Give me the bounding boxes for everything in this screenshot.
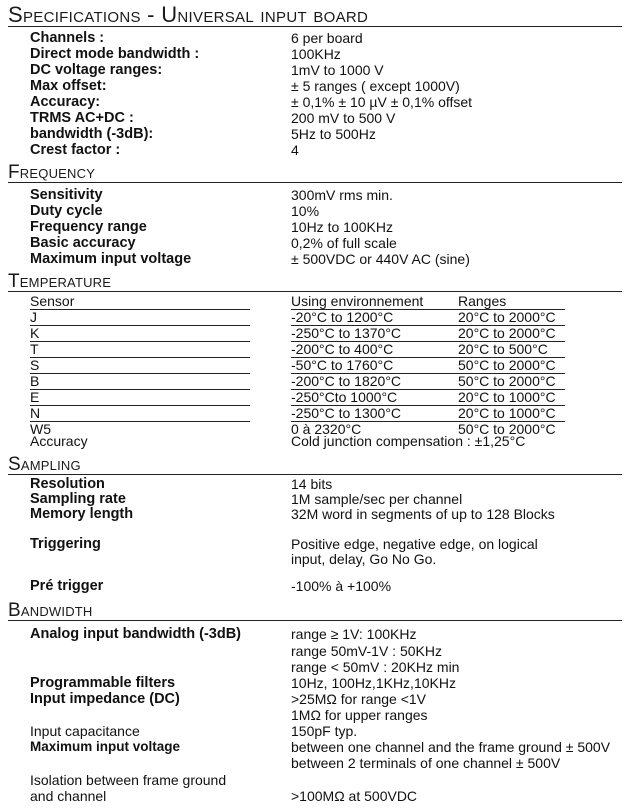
spec-row: [30, 78, 626, 94]
spec-row: [30, 626, 626, 642]
ranges-cell: 20°C to 1000°C: [458, 405, 556, 421]
spec-row: [30, 251, 626, 267]
spec-label: Accuracy:: [30, 94, 101, 110]
spec-row: [30, 219, 626, 235]
table-row: [30, 357, 626, 373]
spec-value: 32M word in segments of up to 128 Blocks: [291, 506, 555, 522]
spec-label: Channels :: [30, 30, 105, 46]
section-title-sampling: Sampling: [8, 455, 622, 475]
table-row: [30, 405, 626, 421]
spec-value: 150pF typ.: [291, 723, 358, 739]
spec-row: [30, 788, 626, 804]
using-cell: 0 à 2320°C: [291, 421, 362, 437]
spec-value: -100% à +100%: [291, 578, 392, 594]
ranges-cell: 20°C to 500°C: [458, 341, 548, 357]
using-cell: -250°Cto 1000°C: [291, 389, 398, 405]
spec-value: >100MΩ at 500VDC: [291, 788, 418, 804]
spec-row: [30, 94, 626, 110]
spec-row: [30, 476, 626, 492]
spec-value: 0,2% of full scale: [291, 235, 397, 251]
spec-row: [30, 235, 626, 251]
spec-row: [30, 772, 626, 788]
spec-label: Pré trigger: [30, 578, 104, 594]
spec-label: Input capacitance: [30, 723, 140, 739]
using-cell: -20°C to 1200°C: [291, 309, 394, 325]
ranges-cell: 20°C to 1000°C: [458, 389, 556, 405]
section-title-temperature: Temperature: [8, 272, 622, 292]
spec-label: Accuracy: [30, 433, 88, 449]
spec-value: 100KHz: [291, 46, 341, 62]
using-cell: -200°C to 400°C: [291, 341, 394, 357]
sensor-cell: N: [30, 405, 41, 421]
spec-row: [30, 126, 626, 142]
spec-value: 1mV to 1000 V: [291, 62, 384, 78]
spec-label: Crest factor :: [30, 142, 121, 158]
spec-value: 5Hz to 500Hz: [291, 126, 376, 142]
spec-label: Analog input bandwidth (-3dB): [30, 626, 242, 642]
spec-row: [30, 643, 626, 659]
spec-value: 10%: [291, 203, 320, 219]
sensor-cell: T: [30, 341, 39, 357]
spec-value: 10Hz to 100KHz: [291, 219, 393, 235]
sensor-cell: K: [30, 325, 40, 341]
spec-row: [30, 659, 626, 675]
using-cell: -250°C to 1300°C: [291, 405, 402, 421]
spec-label: Maximum input voltage: [30, 251, 192, 267]
using-cell: -200°C to 1820°C: [291, 373, 402, 389]
spec-value: 300mV rms min.: [291, 187, 393, 203]
table-row: [30, 373, 626, 389]
spec-label: and channel: [30, 788, 107, 804]
spec-row: [30, 62, 626, 78]
spec-row: [30, 691, 626, 707]
spec-label: bandwidth (-3dB):: [30, 126, 154, 142]
spec-row: [30, 551, 626, 567]
spec-value: input, delay, Go No Go.: [291, 551, 437, 567]
spec-row: [30, 433, 626, 449]
spec-value: range < 50mV : 20KHz min: [291, 659, 460, 675]
using-cell: -250°C to 1370°C: [291, 325, 402, 341]
spec-row: [30, 203, 626, 219]
spec-label: Programmable filters: [30, 675, 176, 691]
spec-value: range ≥ 1V: 100KHz: [291, 626, 417, 642]
table-row: [30, 341, 626, 357]
spec-row: [30, 675, 626, 691]
ranges-cell: 50°C to 2000°C: [458, 421, 556, 437]
spec-value: 1MΩ for upper ranges: [291, 707, 428, 723]
sensor-cell: W5: [30, 421, 51, 437]
spec-row: [30, 723, 626, 739]
spec-value: ± 500VDC or 440V AC (sine): [291, 251, 470, 267]
ranges-cell: 20°C to 2000°C: [458, 325, 556, 341]
spec-value: 10Hz, 100Hz,1KHz,10KHz: [291, 675, 456, 691]
spec-label: Duty cycle: [30, 203, 103, 219]
spec-row: [30, 536, 626, 552]
spec-row: [30, 707, 626, 723]
spec-label: Sensitivity: [30, 187, 103, 203]
spec-row: [30, 491, 626, 507]
ranges-cell: 20°C to 2000°C: [458, 309, 556, 325]
spec-label: Sampling rate: [30, 491, 126, 507]
temperature-header: [30, 293, 626, 309]
column-header-using: Using environnement: [291, 293, 424, 309]
sensor-cell: E: [30, 389, 40, 405]
spec-label: TRMS AC+DC :: [30, 110, 134, 126]
ranges-cell: 50°C to 2000°C: [458, 373, 556, 389]
spec-value: between 2 terminals of one channel ± 500V: [291, 755, 561, 771]
page-title: Specifications - Universal input board: [8, 4, 622, 27]
spec-value: Positive edge, negative edge, on logical: [291, 536, 538, 552]
spec-value: 14 bits: [291, 476, 333, 492]
spec-label: Basic accuracy: [30, 235, 136, 251]
spec-row: [30, 578, 626, 594]
spec-value: range 50mV-1V : 50KHz: [291, 643, 442, 659]
spec-value: 200 mV to 500 V: [291, 110, 396, 126]
column-header-ranges: Ranges: [458, 293, 507, 309]
column-header-sensor: Sensor: [30, 293, 75, 309]
spec-value: 6 per board: [291, 30, 363, 46]
section-title-bandwidth: Bandwidth: [8, 601, 622, 621]
table-row: [30, 389, 626, 405]
using-cell: -50°C to 1760°C: [291, 357, 394, 373]
spec-row: [30, 110, 626, 126]
spec-value: 4: [291, 142, 299, 158]
spec-label: Isolation between frame ground: [30, 772, 227, 788]
spec-value: ± 5 ranges ( except 1000V): [291, 78, 460, 94]
sensor-cell: B: [30, 373, 40, 389]
spec-row: [30, 755, 626, 771]
sensor-cell: J: [30, 309, 37, 325]
spec-row: [30, 46, 626, 62]
table-row: [30, 325, 626, 341]
spec-label: Resolution: [30, 476, 105, 492]
spec-value: ± 0,1% ± 10 µV ± 0,1% offset: [291, 94, 473, 110]
spec-label: Maximum input voltage: [30, 739, 181, 754]
spec-row: [30, 142, 626, 158]
spec-row: [30, 187, 626, 203]
spec-row: [30, 739, 626, 755]
spec-label: Triggering: [30, 536, 101, 552]
spec-label: Direct mode bandwidth :: [30, 46, 200, 62]
spec-value: >25MΩ for range <1V: [291, 691, 426, 707]
spec-row: [30, 30, 626, 46]
section-title-frequency: Frequency: [8, 163, 622, 183]
spec-label: Frequency range: [30, 219, 147, 235]
spec-value: Cold junction compensation : ±1,25°C: [291, 433, 526, 449]
spec-row: [30, 506, 626, 522]
spec-label: Input impedance (DC): [30, 691, 180, 707]
spec-value: between one channel and the frame ground ± 500V: [291, 739, 611, 755]
sensor-cell: S: [30, 357, 40, 373]
spec-label: Max offset:: [30, 78, 107, 94]
spec-label: Memory length: [30, 506, 134, 522]
table-row: [30, 309, 626, 325]
spec-value: 1M sample/sec per channel: [291, 491, 463, 507]
ranges-cell: 50°C to 2000°C: [458, 357, 556, 373]
spec-label: DC voltage ranges:: [30, 62, 163, 78]
